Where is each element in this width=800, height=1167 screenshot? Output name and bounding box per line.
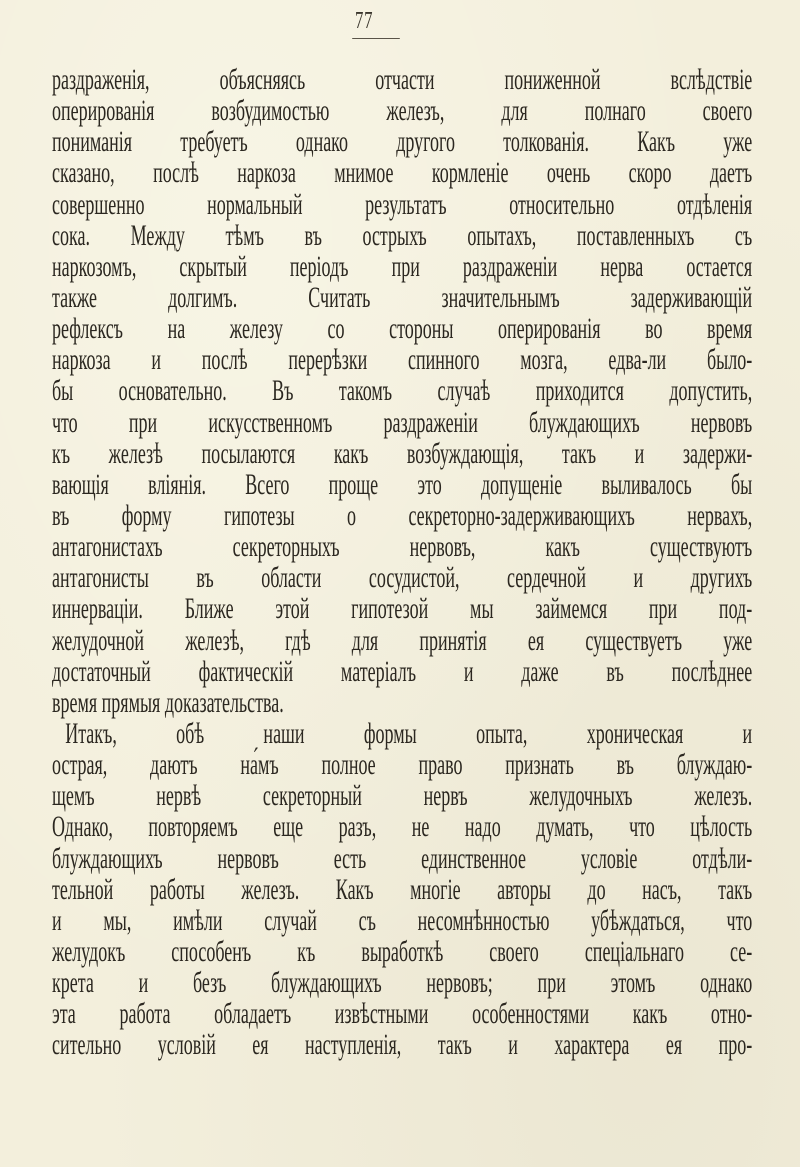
text-line: щемъ нервѣ секреторный нервъ желудочныхъ железъ. [52,779,753,813]
text-line: крета и безъ блуждающихъ нервовъ; при этомъ однако [52,966,753,1000]
text-line: эта работа обладаетъ извѣстными особенностями какъ отно- [52,997,753,1031]
text-line: тельной работы железъ. Какъ многіе авторы до насъ, такъ [52,872,753,906]
text-line: совершенно нормальный результатъ относительно отдѣленія [52,187,753,221]
text-line: антагонистахъ секреторныхъ нервовъ, какъ существуютъ [52,530,753,564]
text-line: антагонисты въ области сосудистой, сердечной и другихъ [52,561,753,595]
text-line: иннерваціи. Ближе этой гипотезой мы займемся при под- [52,592,753,626]
text-line: оперированія возбудимостью железъ, для полнаго своего [52,94,753,128]
text-line: къ железѣ посылаются какъ возбуждающія, такъ и задержи- [52,436,753,470]
page-number: 77 [355,8,374,34]
text-line: желудочной железѣ, гдѣ для принятія ея существуетъ уже [52,623,753,657]
text-line: въ форму гипотезы о секреторно-задерживающихъ нервахъ, [52,498,753,532]
text-line: Однако, повторяемъ еще разъ, не надо думать, что цѣлость [52,810,753,844]
text-line: сительно условій ея наступленія, такъ и характера ея про- [52,1028,753,1062]
text-line: раздраженія, объясняясь отчасти пониженной вслѣдствіе [52,63,753,96]
text-line: пониманія требуетъ однако другого толкованія. Какъ уже [52,125,753,159]
paragraph-end-line: время прямыя доказательства. [52,685,284,719]
text-line: вающія вліянія. Всего проще это допущеніе выливалось бы [52,467,753,501]
text-line: сказано, послѣ наркоза мнимое кормленіе очень скоро даетъ [52,156,753,190]
text-line: наркоза и послѣ перерѣзки спинного мозга, едва-ли было- [52,343,753,377]
text-line: рефлексъ на железу со стороны оперированія во время [52,312,753,346]
text-line: и мы, имѣли случай съ несомнѣнностью убѣждаться, что [52,903,753,937]
body-text [52,64,752,1061]
text-line: желудокъ способенъ къ выработкѣ своего спеціальнаго се- [52,934,753,968]
text-line: также долгимъ. Считать значительнымъ задерживающій [52,280,753,314]
text-line: острая, даютъ на́мъ полное право признать въ блуждаю- [52,748,753,782]
paragraph-start-line: Итакъ, обѣ наши формы опыта, хроническая и [65,716,753,750]
text-line: достаточный фактическій матеріалъ и даже въ послѣднее [52,654,753,688]
text-line: бы основательно. Въ такомъ случаѣ приходится допустить, [52,374,753,408]
text-line: блуждающихъ нервовъ есть единственное условіе отдѣли- [52,841,753,875]
text-line: сока. Между тѣмъ въ острыхъ опытахъ, поставленныхъ съ [52,218,753,252]
text-line: что при искусственномъ раздраженіи блуждающихъ нервовъ [52,405,753,439]
text-line: наркозомъ, скрытый періодъ при раздраженіи нерва остается [52,249,753,283]
